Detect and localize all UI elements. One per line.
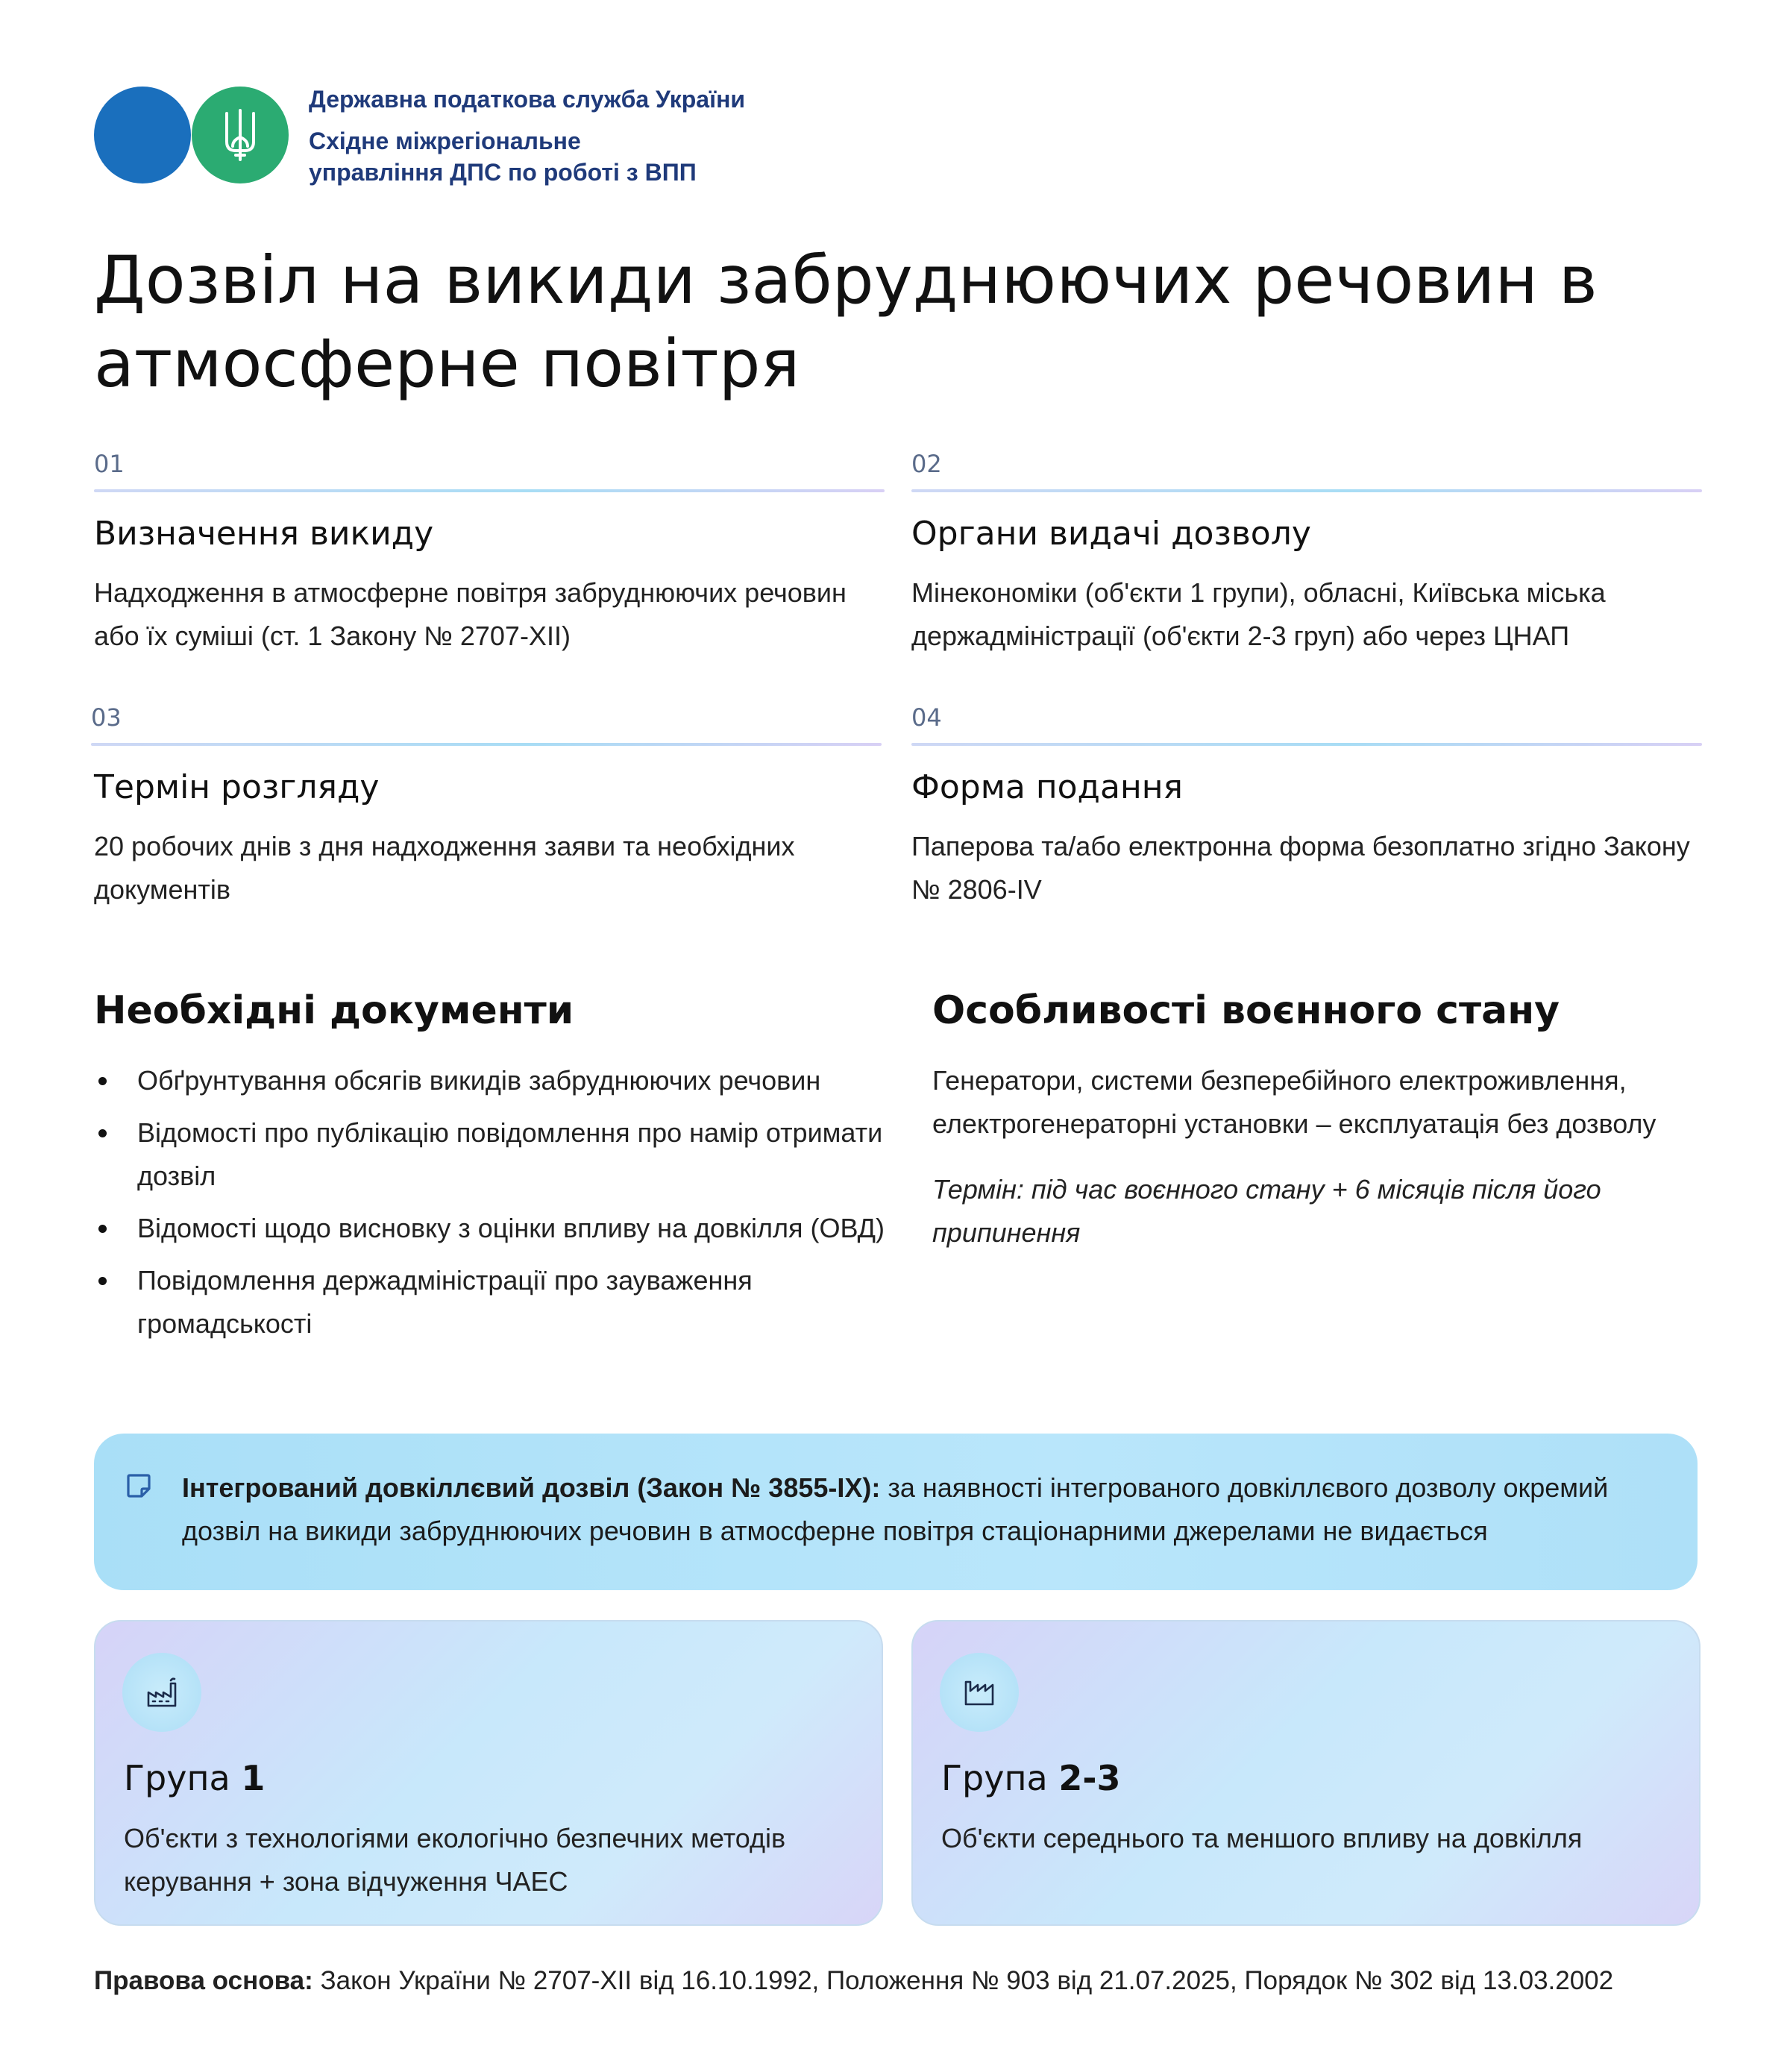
list-item: Відомості щодо висновку з оцінки впливу на довкілля (ОВД) [94,1207,892,1250]
group-number: 2-3 [1058,1758,1121,1798]
martial-law-text: Генератори, системи безперебійного електроживлення, електрогенераторні установки – експлуатація без дозволу [932,1065,1656,1139]
martial-law-term: Термін: під час воєнного стану + 6 місяців після його припинення [932,1174,1601,1248]
group-icon-wrap [122,1653,201,1732]
integrated-permit-note [94,1434,1698,1590]
org-line-3: управління ДПС по роботі з ВПП [309,159,697,186]
legal-basis-label: Правова основа: [94,1966,313,1995]
trident-icon [222,107,258,163]
card-text: Надходження в атмосферне повітря забруднюючих речовин або їх суміші (ст. 1 Закону № 2707-XII) [94,577,847,651]
header [94,84,914,186]
info-card-submission-form [911,701,1702,911]
card-text: 20 робочих днів з дня надходження заяви та необхідних документів [94,831,795,905]
documents-title: Необхідні документи [94,988,574,1033]
factory-icon [145,1676,178,1709]
card-divider [91,743,882,746]
org-name [309,84,745,188]
card-number: 02 [911,450,942,478]
note-body: за наявності інтегрованого довкіллєвого дозволу окремий дозвіл на викиди забруднюючих речовин в атмосферне повітря стаціонарними джерелами не видається [182,1472,1609,1546]
note-icon [125,1472,152,1499]
org-line-1: Державна податкова служба України [309,86,746,113]
group-icon-wrap [940,1653,1019,1732]
group-label: Група [941,1758,1059,1798]
legal-basis-text: Закон України № 2707-XII від 16.10.1992, Положення № 903 від 21.07.2025, Порядок № 302 від 13.03.2002 [313,1966,1614,1995]
card-title: Термін розгляду [94,768,380,806]
note-bold-label: Інтегрований довкіллєвий дозвіл (Закон № 3855-IX): [182,1472,881,1503]
group-text: Об'єкти середнього та меншого впливу на довкілля [941,1823,1583,1853]
card-title: Форма подання [911,768,1183,806]
card-divider [911,743,1702,746]
card-text: Паперова та/або електронна форма безоплатно згідно Закону № 2806-IV [911,831,1690,905]
card-divider [94,489,885,492]
page-title: Дозвіл на викиди забруднюючих речовин в атмосферне повітря [94,242,1598,402]
industry-icon [963,1676,996,1709]
list-item: Обґрунтування обсягів викидів забруднюючих речовин [94,1059,892,1102]
info-card-review-period [91,701,882,911]
group-title [941,1756,1120,1801]
group-number: 1 [241,1758,266,1798]
group-title [124,1756,265,1801]
legal-basis [94,1963,1735,1999]
org-line-2: Східне міжрегіональне [309,128,581,154]
card-number: 01 [94,450,125,478]
group-text: Об'єкти з технологіями екологічно безпечних методів керування + зона відчуження ЧАЕС [124,1823,786,1897]
info-card-authorities [911,448,1702,658]
logo-green-circle [192,87,289,183]
card-divider [911,489,1702,492]
card-title: Визначення викиду [94,515,434,553]
list-item: Повідомлення держадміністрації про зауваження громадськості [94,1259,892,1346]
group-card-2-3 [911,1620,1700,1926]
group-card-1 [94,1620,883,1926]
card-title: Органи видачі дозволу [911,515,1311,553]
documents-list [94,1059,892,1354]
card-number: 03 [91,703,122,732]
martial-law-block [932,1059,1715,1255]
logo-blue-circle [94,87,191,183]
list-item: Відомості про публікацію повідомлення про намір отримати дозвіл [94,1111,892,1198]
note-text [182,1466,1666,1553]
group-label: Група [124,1758,242,1798]
card-text: Мінекономіки (об'єкти 1 групи), обласні, Київська міська держадміністрації (об'єкти 2-3 груп) або через ЦНАП [911,577,1606,651]
info-card-definition [94,448,885,658]
card-number: 04 [911,703,942,732]
martial-law-title: Особливості воєнного стану [932,988,1560,1033]
